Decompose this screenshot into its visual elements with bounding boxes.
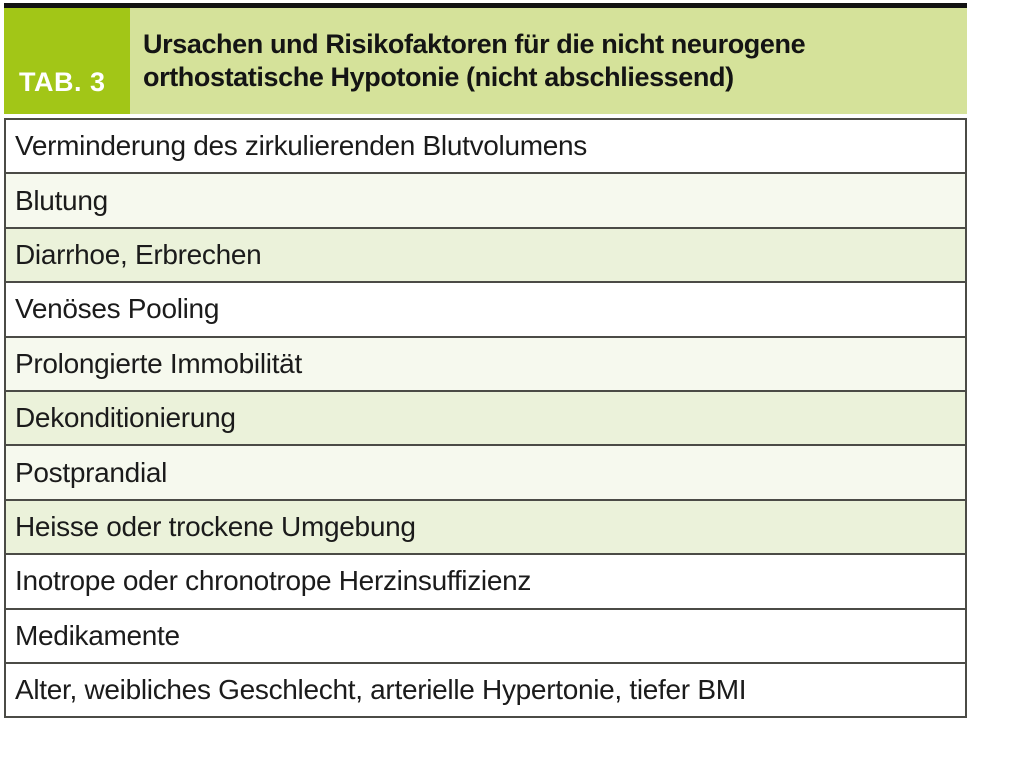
table-row: Postprandial xyxy=(6,446,965,500)
figure-title xyxy=(130,8,967,114)
table-row: Verminderung des zirkulierenden Blutvolumens xyxy=(6,120,965,174)
tab-badge: TAB. 3 xyxy=(4,8,130,114)
table-row: Blutung xyxy=(6,174,965,228)
table-row: Alter, weibliches Geschlecht, arterielle Hypertonie, tiefer BMI xyxy=(6,664,965,716)
figure-header xyxy=(4,3,967,114)
title-line-1: Ursachen und Risikofaktoren für die nicht neurogene xyxy=(143,29,806,59)
table-figure xyxy=(4,3,967,718)
table-row: Diarrhoe, Erbrechen xyxy=(6,229,965,283)
table-row: Dekonditionierung xyxy=(6,392,965,446)
table-row: Inotrope oder chronotrope Herzinsuffizienz xyxy=(6,555,965,609)
table-row: Heisse oder trockene Umgebung xyxy=(6,501,965,555)
table-body xyxy=(4,118,967,718)
table-row: Prolongierte Immobilität xyxy=(6,338,965,392)
title-line-2: orthostatische Hypotonie (nicht abschliessend) xyxy=(143,62,734,92)
table-row: Venöses Pooling xyxy=(6,283,965,337)
table-row: Medikamente xyxy=(6,610,965,664)
